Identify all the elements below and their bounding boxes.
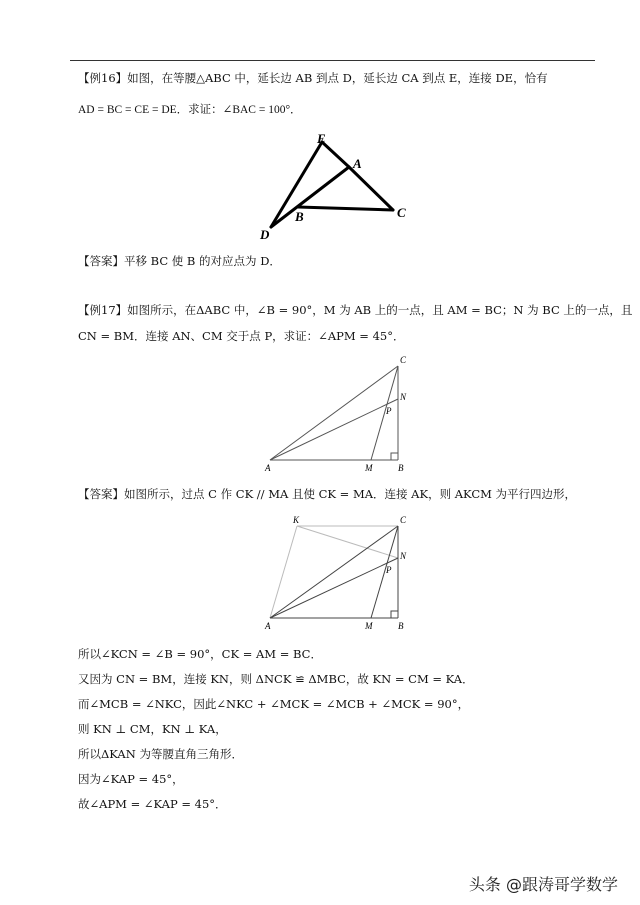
ex17-figure-1 <box>260 352 420 477</box>
segment-AN <box>270 399 398 460</box>
proof-line-7: 故∠APM = ∠KAP = 45°． <box>78 797 227 811</box>
label-A: A <box>353 156 362 171</box>
watermark: 头条 @跟涛哥学数学 <box>468 875 618 894</box>
segment-DA <box>271 167 349 227</box>
ex16-statement-line2: AD = BC = CE = DE．求证：∠BAC = 100°． <box>78 104 302 116</box>
segment-EA <box>322 142 349 167</box>
proof-line-6: 因为∠KAP = 45°， <box>78 772 184 786</box>
label-M: M <box>365 463 373 473</box>
label-B: B <box>398 621 404 631</box>
label-N: N <box>400 392 407 402</box>
segment-BC <box>298 207 393 210</box>
label-C: C <box>400 355 407 365</box>
right-angle-mark <box>391 453 398 460</box>
segment-AC <box>270 366 398 460</box>
segment-AC <box>270 526 398 618</box>
ex16-figure <box>250 130 420 245</box>
proof-line-4: 则 KN ⊥ CM，KN ⊥ KA， <box>78 722 227 736</box>
top-rule <box>70 60 595 61</box>
segment-MC <box>371 366 398 460</box>
segment-KN <box>297 526 398 558</box>
label-M: M <box>365 621 373 631</box>
label-B: B <box>295 209 304 224</box>
label-E: E <box>317 131 326 146</box>
segment-AC <box>349 167 393 210</box>
proof-line-3: 而∠MCB = ∠NKC，因此∠NKC + ∠MCK = ∠MCB + ∠MCK = 90°， <box>78 697 470 711</box>
ex16-answer: 【答案】平移 BC 使 B 的对应点为 D． <box>78 254 281 268</box>
ex17-statement-line2: CN = BM．连接 AN、CM 交于点 P，求证：∠APM = 45°． <box>78 329 405 343</box>
label-N: N <box>400 551 407 561</box>
label-D: D <box>260 227 270 242</box>
segment-KA <box>270 526 297 618</box>
segment-MC <box>371 526 398 618</box>
label-K: K <box>293 515 300 525</box>
label-A: A <box>265 621 271 631</box>
label-P: P <box>386 406 392 416</box>
ex17-figure-2 <box>260 508 420 633</box>
ex17-answer-line: 【答案】如图所示，过点 C 作 CK // MA 且使 CK = MA．连接 AK，则 AKCM 为平行四边形， <box>78 487 577 501</box>
ex16-statement-line1: 【例16】如图，在等腰△ABC 中，延长边 AB 到点 D，延长边 CA 到点 E，连接 DE，恰有 <box>78 71 548 85</box>
label-C: C <box>400 515 407 525</box>
segment-AN <box>270 558 398 618</box>
proof-line-2: 又因为 CN = BM，连接 KN，则 ΔNCK ≌ ΔMBC，故 KN = CM = KA． <box>78 672 474 686</box>
label-C: C <box>397 205 406 220</box>
label-A: A <box>265 463 271 473</box>
ex17-statement-line1: 【例17】如图所示，在ΔABC 中，∠B = 90°，M 为 AB 上的一点，且 AM = BC；N 为 BC 上的一点，且 <box>78 303 633 317</box>
label-P: P <box>386 565 392 575</box>
label-B: B <box>398 463 404 473</box>
proof-line-1: 所以∠KCN = ∠B = 90°，CK = AM = BC． <box>78 647 322 661</box>
proof-line-5: 所以ΔKAN 为等腰直角三角形． <box>78 747 243 761</box>
right-angle-mark <box>391 611 398 618</box>
